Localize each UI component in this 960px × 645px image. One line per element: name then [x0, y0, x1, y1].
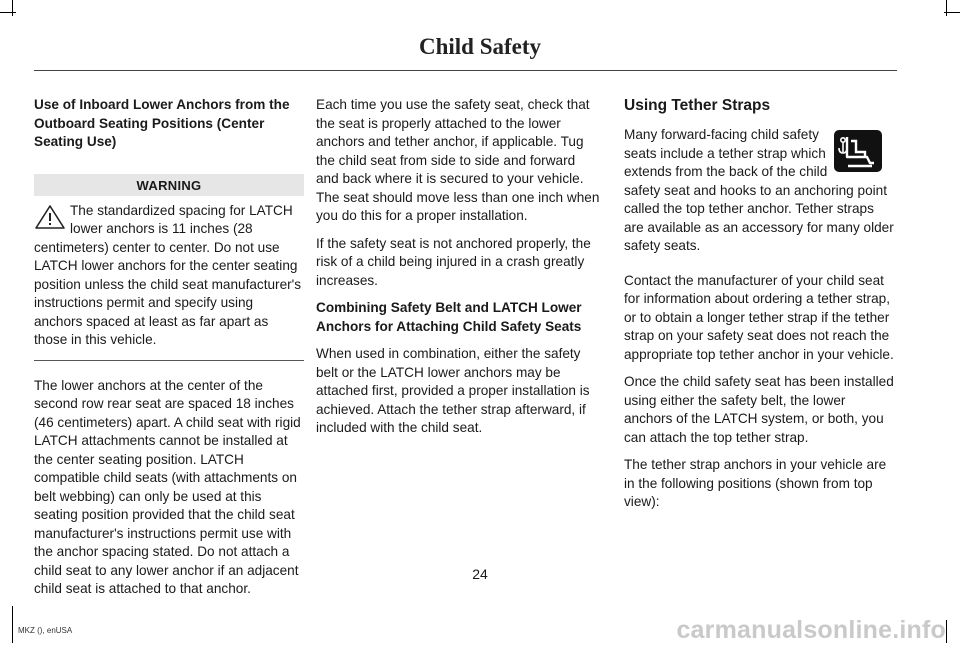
- crop-mark: [12, 606, 13, 643]
- crop-mark: [0, 12, 16, 13]
- section-heading: Using Tether Straps: [624, 97, 771, 114]
- footer-model-code: MKZ (), enUSA: [18, 626, 73, 635]
- header-divider: [34, 70, 897, 71]
- body-paragraph: When used in combination, either the safety belt or the LATCH lower anchors may be attached first, provided a proper installation is achieved. Attach the tether strap afterward, if included with the child seat.: [316, 346, 590, 435]
- page-number: 24: [472, 566, 488, 582]
- crop-mark: [12, 0, 13, 16]
- body-paragraph: Many forward-facing child safety seats include a tether strap which extends from the back of the child safety seat and hooks to an anchoring point called the top tether anchor. Tether straps are available as an accessory for many older safety seats.: [624, 127, 894, 253]
- middle-column: [316, 96, 600, 438]
- section-heading: Use of Inboard Lower Anchors from the Outboard Seating Positions (Center Seating Use): [34, 97, 290, 149]
- body-paragraph: Once the child safety seat has been installed using either the safety belt, the lower anchors of the LATCH system, or both, you can attach the top tether strap.: [624, 374, 894, 445]
- child-seat-tether-anchor-icon: [834, 130, 882, 172]
- body-paragraph: Each time you use the safety seat, check that the seat is properly attached to the lower anchors and tether anchor, if applicable. Tug the child seat from side to side and forward and back where it is secured to your vehicle. The seat should move less than one inch when you do this for a proper installation.: [316, 97, 600, 223]
- section-heading: Combining Safety Belt and LATCH Lower Anchors for Attaching Child Safety Seats: [316, 300, 582, 334]
- right-column: [624, 96, 894, 512]
- warning-text: The standardized spacing for LATCH lower anchors is 11 inches (28 centimeters) center to center. Do not use LATCH lower anchors for the center seating position unless the child seat manufacturer's instructions permit and specify using anchors spaced at least as far apart as those in this vehicle.: [34, 202, 302, 347]
- page-title: Child Safety: [418, 34, 542, 59]
- crop-mark: [946, 0, 947, 16]
- body-paragraph: The lower anchors at the center of the second row rear seat are spaced 18 inches (46 centimeters) apart. A child seat with rigid LATCH attachments cannot be installed at the center seating position. LATCH compatible child seats (with attachments on belt webbing) can only be used at this seating position provided that the child seat manufacturer's instructions permit use with the anchor spacing stated. Do not attach a child seat to any lower anchor if an adjacent child seat is attached to that anchor.: [34, 377, 301, 596]
- warning-box: [34, 202, 304, 350]
- crop-mark: [946, 620, 947, 643]
- watermark: carmanualsonline.info: [676, 616, 946, 644]
- warning-triangle-icon: [34, 204, 66, 230]
- left-column: [34, 96, 304, 599]
- body-paragraph: The tether strap anchors in your vehicle are in the following positions (shown from top view):: [624, 457, 887, 509]
- warning-label: WARNING: [34, 174, 304, 196]
- crop-mark: [944, 12, 960, 13]
- body-paragraph: If the safety seat is not anchored properly, the risk of a child being injured in a crash greatly increases.: [316, 235, 591, 288]
- body-paragraph: Contact the manufacturer of your child seat for information about ordering a tether strap, or to obtain a longer tether strap if the tether strap on your safety seat does not reach the appropriate top tether anchor in your vehicle.: [624, 272, 894, 362]
